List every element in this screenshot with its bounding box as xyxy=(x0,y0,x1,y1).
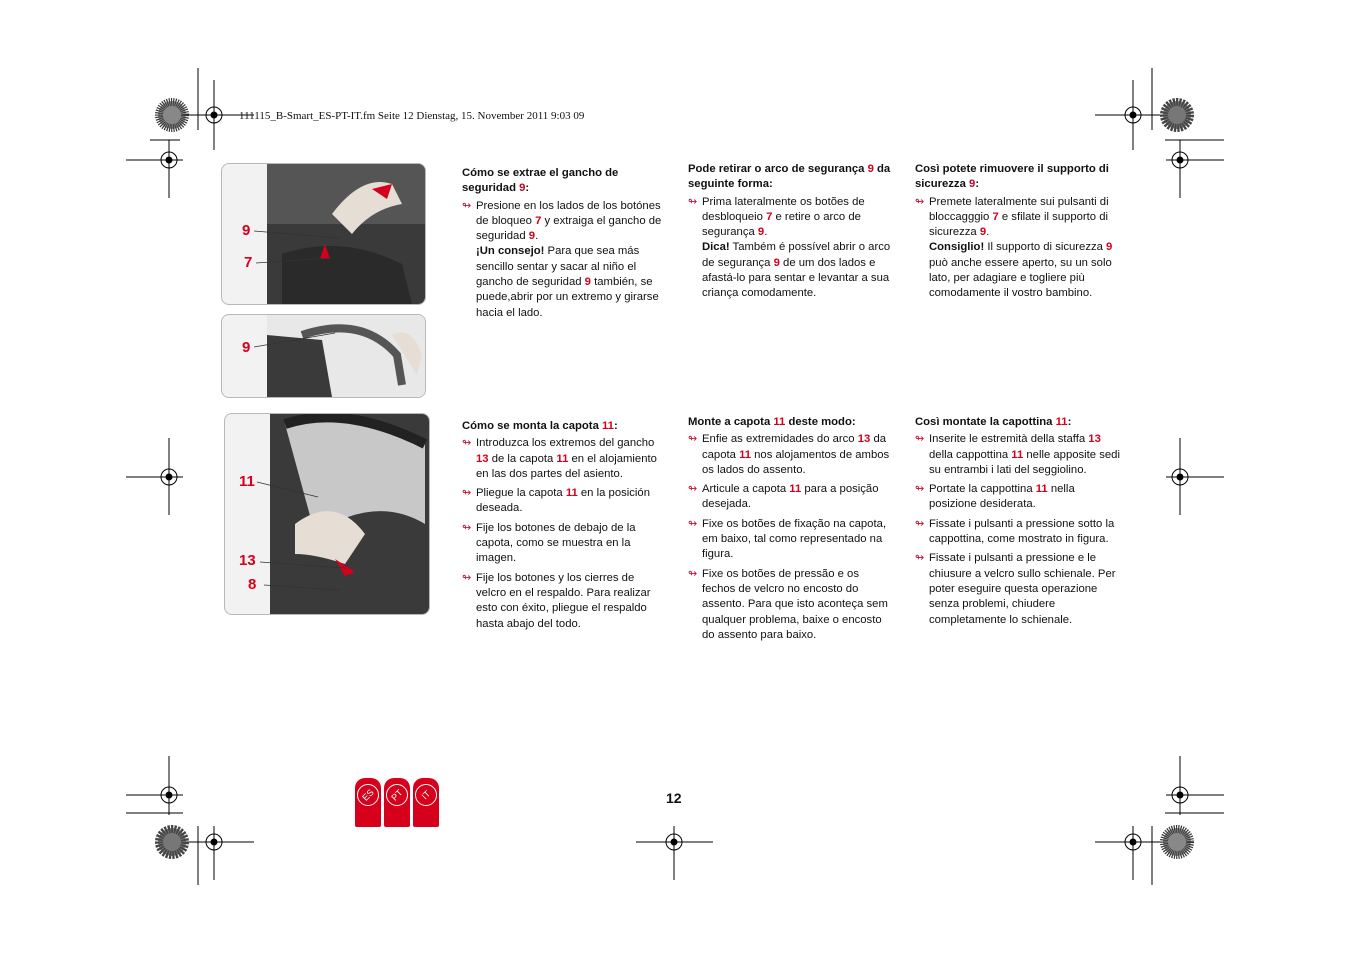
arrow-icon: ↬ xyxy=(915,517,925,530)
instruction-item: ↬ Inserite le estremità della staffa 13 della cappottina 11 nelle apposite sedi su entrambi i lati del seggiolino. xyxy=(915,433,1120,476)
instruction-item: ↬ Articule a capota 11 para a posição desejada. xyxy=(688,483,879,511)
arrow-icon: ↬ xyxy=(688,483,698,496)
instruction-item: ↬ Pliegue la capota 11 en la posición deseada. xyxy=(462,487,650,515)
instruction-item: ¡Un consejo! Para que sea más sencillo sentar y sacar al niño el gancho de seguridad 9 también, se puede,abrir por un extremo y girarse hacia el lado. xyxy=(476,245,659,319)
arrow-icon: ↬ xyxy=(462,199,472,212)
figure-3-label-8: 8 xyxy=(248,576,257,593)
arrow-icon: ↬ xyxy=(915,552,925,565)
arrow-icon: ↬ xyxy=(688,195,698,208)
instruction-item: ↬ Fissate i pulsanti a pressione sotto la cappottina, come mostrato in figura. xyxy=(915,517,1115,546)
instruction-item: ↬ Fije los botones de debajo de la capota, como se muestra en la imagen. xyxy=(462,521,636,565)
instruction-item: ↬ Fixe os botões de pressão e os fechos de velcro no encosto do assento. Para que isto aconteça sem qualquer problema, baixe o encosto do assento para baixo. xyxy=(688,567,888,641)
figure-3-label-13: 13 xyxy=(239,552,256,569)
instruction-item: ↬ Enfie as extremidades do arco 13 da capota 11 nos alojamentos de ambos os lados do assento. xyxy=(688,433,890,476)
instruction-item: ↬ Fije los botones y los cierres de velcro en el respaldo. Para realizar esto con éxito, pliegue el respaldo hasta abajo del todo. xyxy=(462,571,651,630)
figure-1-label-9: 9 xyxy=(242,222,251,239)
arrow-icon: ↬ xyxy=(915,433,925,446)
section-title: Pode retirar o arco de segurança 9 da seguinte forma: xyxy=(688,163,891,191)
section-es-safety-bar xyxy=(462,166,666,325)
instruction-item: Dica! Também é possível abrir o arco de segurança 9 de um dos lados e afastá-lo para sentar e levantar a sua criança comodamente. xyxy=(702,241,891,300)
arrow-icon: ↬ xyxy=(462,437,472,450)
page-number: 12 xyxy=(666,790,682,806)
instruction-item: ↬ Fixe os botões de fixação na capota, em baixo, tal como representado na figura. xyxy=(688,517,887,561)
instruction-item: ↬ Introduzca los extremos del gancho 13 de la capota 11 en el alojamiento en las dos partes del asiento. xyxy=(462,437,657,480)
instruction-item: ↬ Fissate i pulsanti a pressione e le chiusure a velcro sullo schienale. Per poter eseguire questa operazione senza problemi, chiudere completamente lo schienale. xyxy=(915,552,1116,626)
arrow-icon: ↬ xyxy=(688,517,698,530)
arrow-icon: ↬ xyxy=(688,567,698,580)
language-tab-it: IT xyxy=(413,778,439,827)
section-title: Così potete rimuovere il supporto di sicurezza 9: xyxy=(915,163,1109,191)
figure-1-label-7: 7 xyxy=(244,254,253,271)
arrow-icon: ↬ xyxy=(462,571,472,584)
language-tab-pt: PT xyxy=(384,778,410,827)
figure-3-label-11: 11 xyxy=(239,473,255,490)
figure-2-label-9: 9 xyxy=(242,339,251,356)
instruction-item: ↬ Prima lateralmente os botões de desbloqueio 7 e retire o arco de segurança 9. xyxy=(688,195,865,239)
section-title: Monte a capota 11 deste modo: xyxy=(688,416,856,428)
section-title: Cómo se extrae el gancho de seguridad 9: xyxy=(462,167,619,195)
section-it-safety-bar xyxy=(915,162,1121,306)
section-pt-canopy xyxy=(688,415,894,647)
arrow-icon: ↬ xyxy=(915,195,925,208)
arrow-icon: ↬ xyxy=(915,483,925,496)
arrow-icon: ↬ xyxy=(688,433,698,446)
section-title: Cómo se monta la capota 11: xyxy=(462,420,618,432)
section-title: Così montate la capottina 11: xyxy=(915,416,1072,428)
file-header: 111115_B-Smart_ES-PT-IT.fm Seite 12 Dienstag, 15. November 2011 9:03 09 xyxy=(239,110,585,122)
language-tab-es: ES xyxy=(355,778,381,827)
section-it-canopy xyxy=(915,415,1121,632)
arrow-icon: ↬ xyxy=(462,521,472,534)
section-pt-safety-bar xyxy=(688,162,894,306)
arrow-icon: ↬ xyxy=(462,487,472,500)
instruction-item: ↬ Premete lateralmente sui pulsanti di bloccagggio 7 e sfilate il supporto di sicurezza 9. xyxy=(915,195,1109,239)
instruction-item: Consiglio! Il supporto di sicurezza 9 può anche essere aperto, su un solo lato, per adagiare e togliere più comodamente il vostro bambino. xyxy=(929,241,1113,300)
instruction-item: ↬ Portate la cappottina 11 nella posizione desiderata. xyxy=(915,483,1075,511)
instruction-item: ↬ Presione en los lados de los botónes de bloqueo 7 y extraiga el gancho de seguridad 9. xyxy=(462,199,662,243)
section-es-canopy xyxy=(462,419,666,636)
